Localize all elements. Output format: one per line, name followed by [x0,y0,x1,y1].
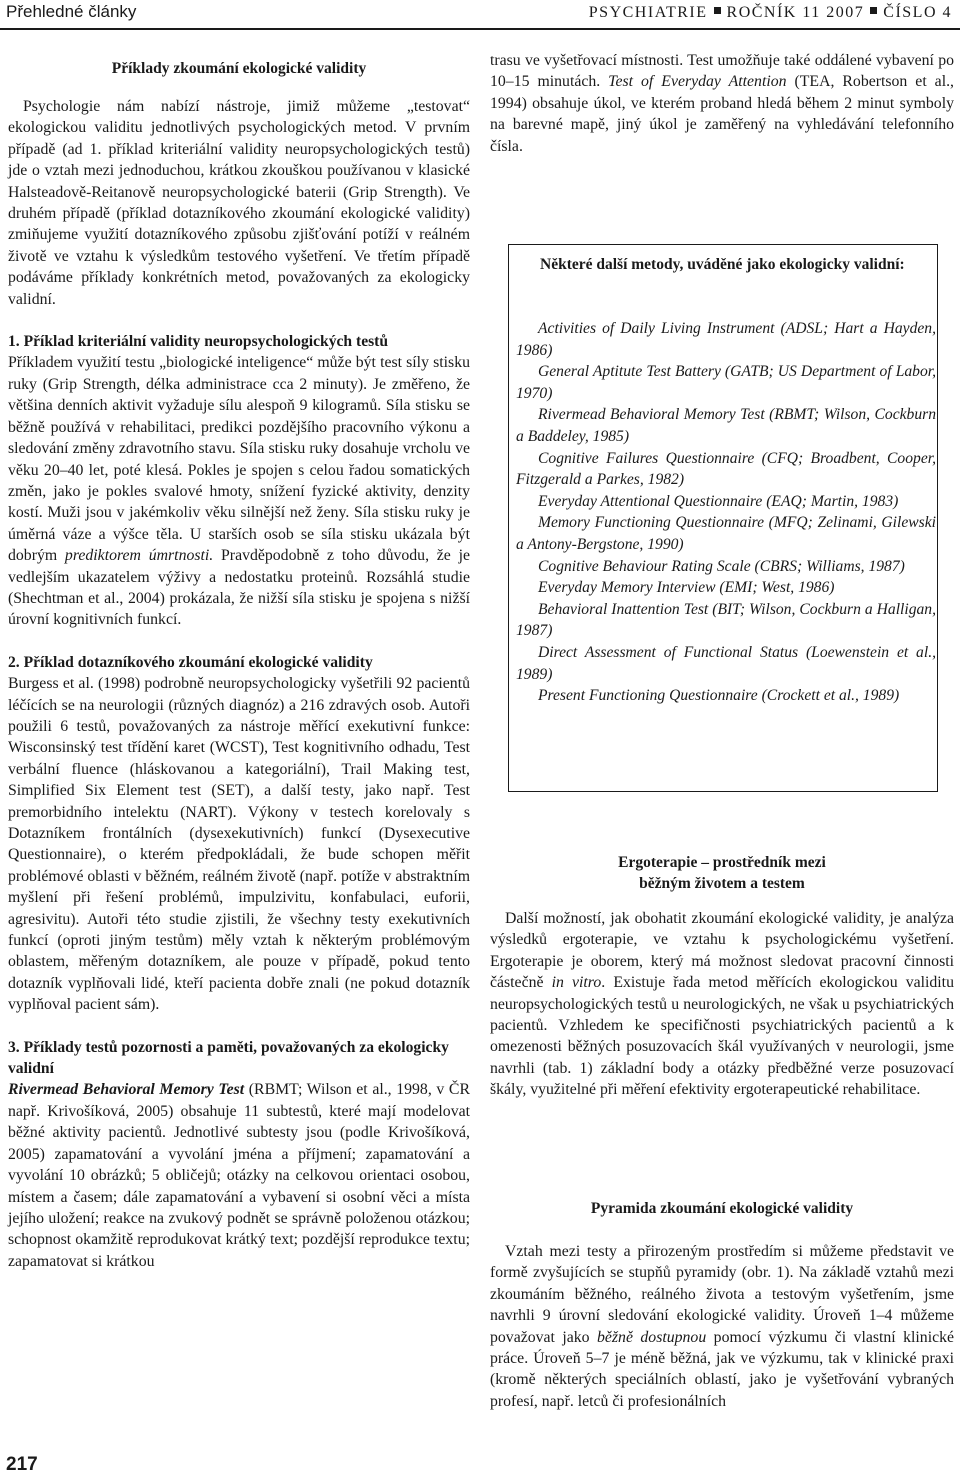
ergotherapy-paragraph: Další možností, jak obohatit zkoumání ekologické validity, je analýza výsledků ergoterapie, ve vztahu k psychologickému vyšetření. Ergoterapie je oborem, který má možnost sledovat pracovní činnosti částečně in vitro. Existuje řada metod měřících ekologickou validitu neuropsychologických testů u neurologických, ne však u psychiatrických pacientů. Vzhledem ke specifičnosti psychiatrických pacientů a k omezenosti běžných posuzovacích škál využívaných v neurologii, jsme navrhli (tab. 1) základní body a otázky předběžné verze posuzovací škály, využitelné při měření efektivity ergoterapeutické rehabilitace. [490,910,954,1099]
list-item: Memory Functioning Questionnaire (MFQ; Zelinami, Gilewski a Antony-Bergstone, 1990) [516,514,936,553]
list-item: Activities of Daily Living Instrument (ADSL; Hart a Hayden, 1986) [516,320,936,359]
emphasis-available: běžně dostupnou [597,1328,707,1346]
emphasis-tea: Test of Everyday Attention [608,73,787,91]
list-item: Everyday Memory Interview (EMI; West, 1986) [538,579,835,597]
pyramid-section [490,1198,954,1412]
list-item: Cognitive Behaviour Rating Scale (CBRS; Williams, 1987) [538,557,905,575]
subsection-3-paragraph: Rivermead Behavioral Memory Test (RBMT; Wilson et al., 1998, v ČR např. Krivošíková, 2005) obsahuje 11 subtestů, které mají modelovat běžné aktivity pacientů. Jednotlivé subtesty jsou (podle Krivošíková, 2005) zapamatování a vyvolání jména a příjmení; zapamatování a vyvolání 10 obrázků; 5 obličejů; otázky na celkovou orientaci osobou, místem a časem; dále zapamatování a vybavení si osobní věci a místa jejího uložení; reakce na zvukový podnět se správně položenou otázkou; schopnost okamžitě reprodukovat krátký text; pozdější reprodukce textu; zapamatovat si krátkou [8,1081,470,1270]
subsection-heading-3: 3. Příklady testů pozornosti a paměti, považovaných za ekologicky validní [8,1038,449,1078]
intro-paragraph: Psychologie nám nabízí nástroje, jimiž můžeme „testovat“ ekologickou validitu jednotlivých psychologických metod. V prvním případě (ad 1. příklad kriteriální validity neuropsychologických testů) jde o vztah mezi jednoduchou, krátkou zkouškou používanou v klasické Halsteadově-Reitanově neuropsychologické baterii (Grip Strength). Ve druhém případě (příklad dotazníkového zkoumání ekologické validity) zmiňujeme využití dotazníkového způsobu zjišťování potíží v reálném životě ve vztahu k výsledkům testového vyšetření. Ve třetím případě podáváme příklady konkrétních metod, považovaných za ekologicky validní. [8,98,470,308]
journal-name: PSYCHIATRIE [588,4,708,21]
list-item: Present Functioning Questionnaire (Crockett et al., 1989) [538,687,900,705]
header-rule [0,28,960,30]
ergotherapy-section [490,852,954,1101]
list-item: Cognitive Failures Questionnaire (CFQ; Broadbent, Cooper, Fitzgerald a Parkes, 1982) [516,449,936,489]
section-label: Přehledné články [6,2,137,21]
subsection-2-paragraph: Burgess et al. (1998) podrobně neuropsychologicky vyšetřili 92 pacientů léčících se na neurologii (různých diagnóz) a 216 zdravých osob. Autoři použili 6 testů, považovaných za nástroje měřící exekutivní funkce: Wisconsinský test třídění karet (WCST), Test kognitivního odhadu, Test verbální fluence (hláskovanou a kategoriální), Trail Making test, Simplified Six Element test (SET), a další testy, jako např. Test premorbidního intelektu (NART). Výkony v testech korelovaly s Dotazníkem frontálních (dysexekutivních) funkcí (Dysexecutive Questionnaire), o kterém předpokládali, že bude schopen měřit problémové oblasti v běžném, reálném životě (např. potíže v abstraktním myšlení při řešení problémů, impulzivitu, konfabulaci, euforii, agresivitu). Autoři této studie zjistili, že všechny testy exekutivních funkcí (oproti jiným testům) měly vztah k některým problémovým oblastem, měřeným dotazníkem, ale pouze v případě, pokud tento dotazník vyplňovali lidé, kteří pacienta dobře znali (ne pokud dotazník vyplňoval pacient sám). [8,675,470,1014]
list-item: General Aptitute Test Battery (GATB; US Department of Labor, 1970) [516,363,936,402]
journal-issue: ČÍSLO 4 [883,4,952,21]
ergotherapy-heading-line-2: běžným životem a testem [639,875,805,892]
list-item: Rivermead Behavioral Memory Test (RBMT; Wilson, Cockburn a Baddeley, 1985) [516,406,936,445]
section-heading-examples: Příklady zkoumání ekologické validity [111,60,367,77]
pyramid-heading: Pyramida zkoumání ekologické validity [590,1200,854,1217]
list-item: Behavioral Inattention Test (BIT; Wilson, Cockburn a Halligan, 1987) [516,600,936,640]
journal-header [532,2,952,26]
journal-volume: ROČNÍK 11 [726,4,821,21]
separator-square-icon [870,7,877,14]
methods-list [516,318,936,707]
journal-year: 2007 [826,4,865,21]
subsection-heading-2: 2. Příklad dotazníkového zkoumání ekologické validity [8,653,373,671]
list-item: Everyday Attentional Questionnaire (EAQ; Martin, 1983) [538,492,899,510]
emphasis-mortality: prediktorem úmrtnosti. [64,547,214,565]
separator-square-icon [714,7,721,14]
subsection-1-paragraph: Příkladem využití testu „biologické inteligence“ může být test síly stisku ruky (Grip Strength, délka administrace cca 2 minuty). Je změřeno, že většina denních aktivit vyžaduje sílu alespoň 9 kilogramů. Síla stisku se běžně používá v rehabilitaci, predikci pozdějšího pracovního výkonu a sledování změny zdravotního stavu. Síla stisku ruky dosahuje vrcholu ve věku 20–40 let, poté klesá. Pokles je spojen s celou řadou somatických změn, jako je pokles svalové hmoty, snížení fyzické aktivity, denzity kostí. Muži jsou v jakémkoliv věku silnější než ženy. Síla stisku ruky je úměrná váze a výšce těla. U starších osob se síla stisku ukázala být dobrým prediktorem úmrtnosti. Pravděpodobně z toho důvodu, že je vedlejším ukazatelem výživy a nedostatku proteinů. Rozsáhlá studie (Shechtman et al., 2004) prokázala, že nižší síla stisku je spojena s nižší úrovní kognitivních funkcí. [8,354,470,629]
pyramid-paragraph: Vztah mezi testy a přirozeným prostředím si můžeme představit ve formě zvyšujících se stupňů pyramidy (obr. 1). Na základě vztahů mezi zkoumáním běžného, reálného života a testovým vyšetřením, jsme navrhli 9 úrovní sledování ekologické validity. Úroveň 1–4 můžeme považovat jako běžně dostupnou pomocí výzkumu či vlastní klinické práce. Úroveň 5–7 je méně běžná, jak ve výzkumu, tak v klinické praxi (kromě některých speciálních oblastí, jako je vyšetřování vybraných profesí, např. letců či profesionálních [490,1243,955,1410]
right-top-paragraph: trasu ve vyšetřovací místnosti. Test umožňuje také oddálené vybavení po 10–15 minutách. Test of Everyday Attention (TEA, Robertson et al., 1994) obsahuje úkol, ve kterém proband hledá během 2 minut symboly na barevné mapě, jiný úkol je zaměřený na vyhledávání telefonního čísla. [490,52,954,155]
ergotherapy-heading-line-1: Ergoterapie – prostředník mezi [618,854,826,871]
left-column [8,58,470,1272]
subsection-heading-1: 1. Příklad kriteriální validity neuropsychologických testů [8,333,389,351]
emphasis-in-vitro: in vitro [551,974,602,992]
list-item: Direct Assessment of Functional Status (Loewenstein et al., 1989) [516,643,936,683]
page-number: 217 [6,1454,38,1475]
right-column [490,50,954,157]
emphasis-rbmt: Rivermead Behavioral Memory Test [8,1081,245,1099]
methods-box-title: Některé další metody, uváděné jako ekologicky validní: [540,256,905,273]
